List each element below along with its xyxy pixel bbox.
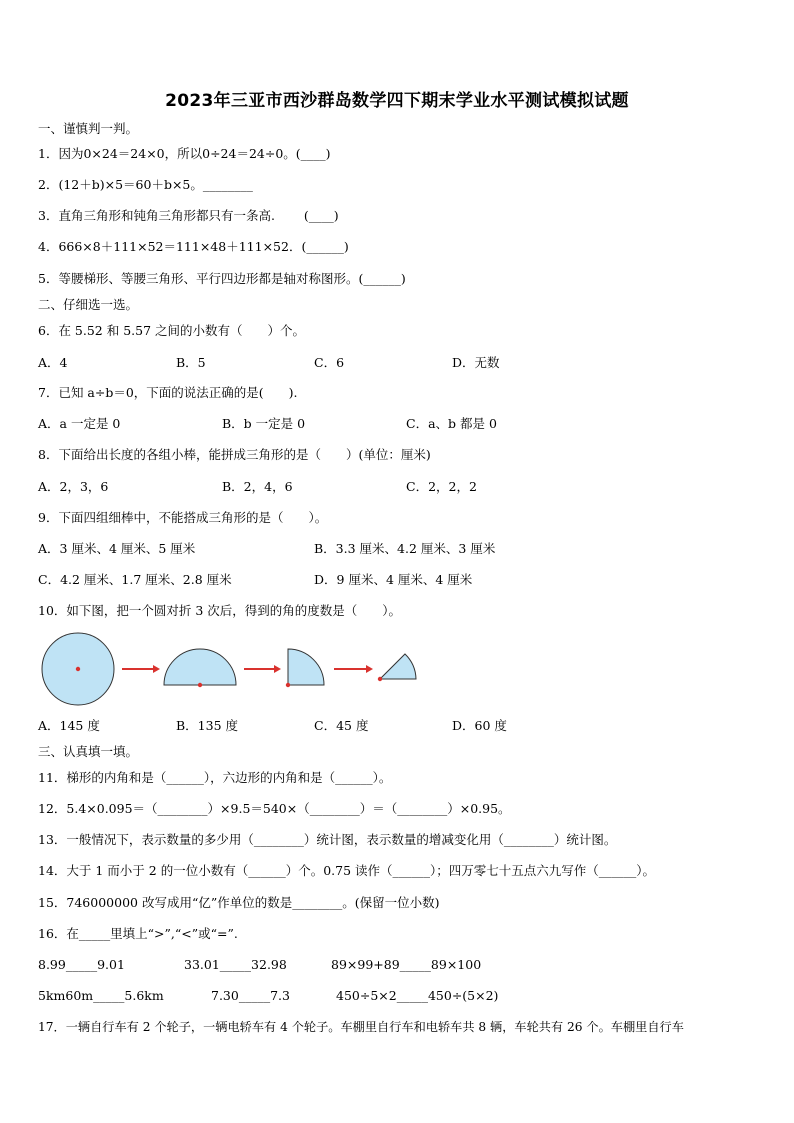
section-2-heading: 二、仔细选一选。 <box>38 297 139 312</box>
q16-compare-1: 8.99_____9.01 <box>38 957 125 972</box>
question-2: 2．(12＋b)×5＝60＋b×5。________ <box>38 177 253 192</box>
q10-option-a: A．145 度 <box>38 718 100 733</box>
q6-option-b: B．5 <box>176 355 206 370</box>
q10-option-d: D．60 度 <box>452 718 507 733</box>
eighth-circle-shape <box>378 654 416 681</box>
q6-option-a: A．4 <box>38 355 68 370</box>
q9-option-a: A．3 厘米、4 厘米、5 厘米 <box>38 541 196 556</box>
question-4: 4．666×8＋111×52＝111×48＋111×52．(______) <box>38 239 349 254</box>
q10-option-b: B．135 度 <box>176 718 239 733</box>
question-16: 16．在_____里填上“>”,“<”或“=”. <box>38 926 238 941</box>
quarter-circle-shape <box>286 649 324 687</box>
half-circle-shape <box>164 649 236 687</box>
question-12: 12．5.4×0.095＝（________）×9.5＝540×（________）＝（________）×0.95。 <box>38 801 511 816</box>
arrow-right-icon <box>334 665 373 673</box>
question-9: 9．下面四组细棒中，不能搭成三角形的是（ ）。 <box>38 510 328 525</box>
q8-option-b: B．2，4，6 <box>222 479 293 494</box>
q6-option-c: C．6 <box>314 355 345 370</box>
arrow-right-icon <box>244 665 281 673</box>
question-6: 6．在 5.52 和 5.57 之间的小数有（ ）个。 <box>38 323 306 338</box>
q10-option-c: C．45 度 <box>314 718 369 733</box>
question-17: 17．一辆自行车有 2 个轮子，一辆电轿车有 4 个轮子。车棚里自行车和电轿车共 8 辆，车轮共有 26 个。车棚里自行车 <box>38 1020 684 1034</box>
question-10: 10．如下图，把一个圆对折 3 次后，得到的角的度数是（ ）。 <box>38 603 402 618</box>
q16-compare-4: 5km60m_____5.6km <box>38 988 164 1003</box>
q16-compare-6: 450÷5×2_____450÷(5×2) <box>336 988 499 1003</box>
circle-folding-figure <box>36 630 436 710</box>
q6-option-d: D．无数 <box>452 355 500 370</box>
q8-option-a: A．2，3，6 <box>38 479 109 494</box>
q16-compare-3: 89×99+89_____89×100 <box>331 957 482 972</box>
section-1-heading: 一、谨慎判一判。 <box>38 121 139 136</box>
question-13: 13．一般情况下，表示数量的多少用（________）统计图，表示数量的增减变化用（________）统计图。 <box>38 832 617 847</box>
q7-option-a: A．a 一定是 0 <box>38 416 121 431</box>
q8-option-c: C．2，2，2 <box>406 479 477 494</box>
question-11: 11．梯形的内角和是（______），六边形的内角和是（______）。 <box>38 770 392 785</box>
question-14: 14．大于 1 而小于 2 的一位小数有（______）个。0.75 读作（______）；四万零七十五点六九写作（______）。 <box>38 863 656 878</box>
question-5: 5．等腰梯形、等腰三角形、平行四边形都是轴对称图形。(______) <box>38 271 406 286</box>
arrow-right-icon <box>122 665 160 673</box>
q16-compare-2: 33.01_____32.98 <box>184 957 287 972</box>
q9-option-d: D．9 厘米、4 厘米、4 厘米 <box>314 572 473 587</box>
question-15: 15．746000000 改写成用“亿”作单位的数是________。(保留一位小数) <box>38 895 440 910</box>
q9-option-c: C．4.2 厘米、1.7 厘米、2.8 厘米 <box>38 572 232 587</box>
page-title: 2023年三亚市西沙群岛数学四下期末学业水平测试模拟试题 <box>165 91 629 111</box>
full-circle-shape <box>42 633 114 705</box>
question-1: 1．因为0×24＝24×0，所以0÷24＝24÷0。(____) <box>38 146 331 161</box>
question-8: 8．下面给出长度的各组小棒，能拼成三角形的是（ ）(单位：厘米) <box>38 447 431 462</box>
q9-option-b: B．3.3 厘米、4.2 厘米、3 厘米 <box>314 541 496 556</box>
q7-option-c: C．a、b 都是 0 <box>406 416 497 431</box>
q7-option-b: B．b 一定是 0 <box>222 416 306 431</box>
question-3: 3．直角三角形和钝角三角形都只有一条高. (____) <box>38 208 339 223</box>
section-3-heading: 三、认真填一填。 <box>38 744 139 759</box>
question-7: 7．已知 a÷b＝0，下面的说法正确的是( ). <box>38 385 298 400</box>
q16-compare-5: 7.30_____7.3 <box>211 988 290 1003</box>
